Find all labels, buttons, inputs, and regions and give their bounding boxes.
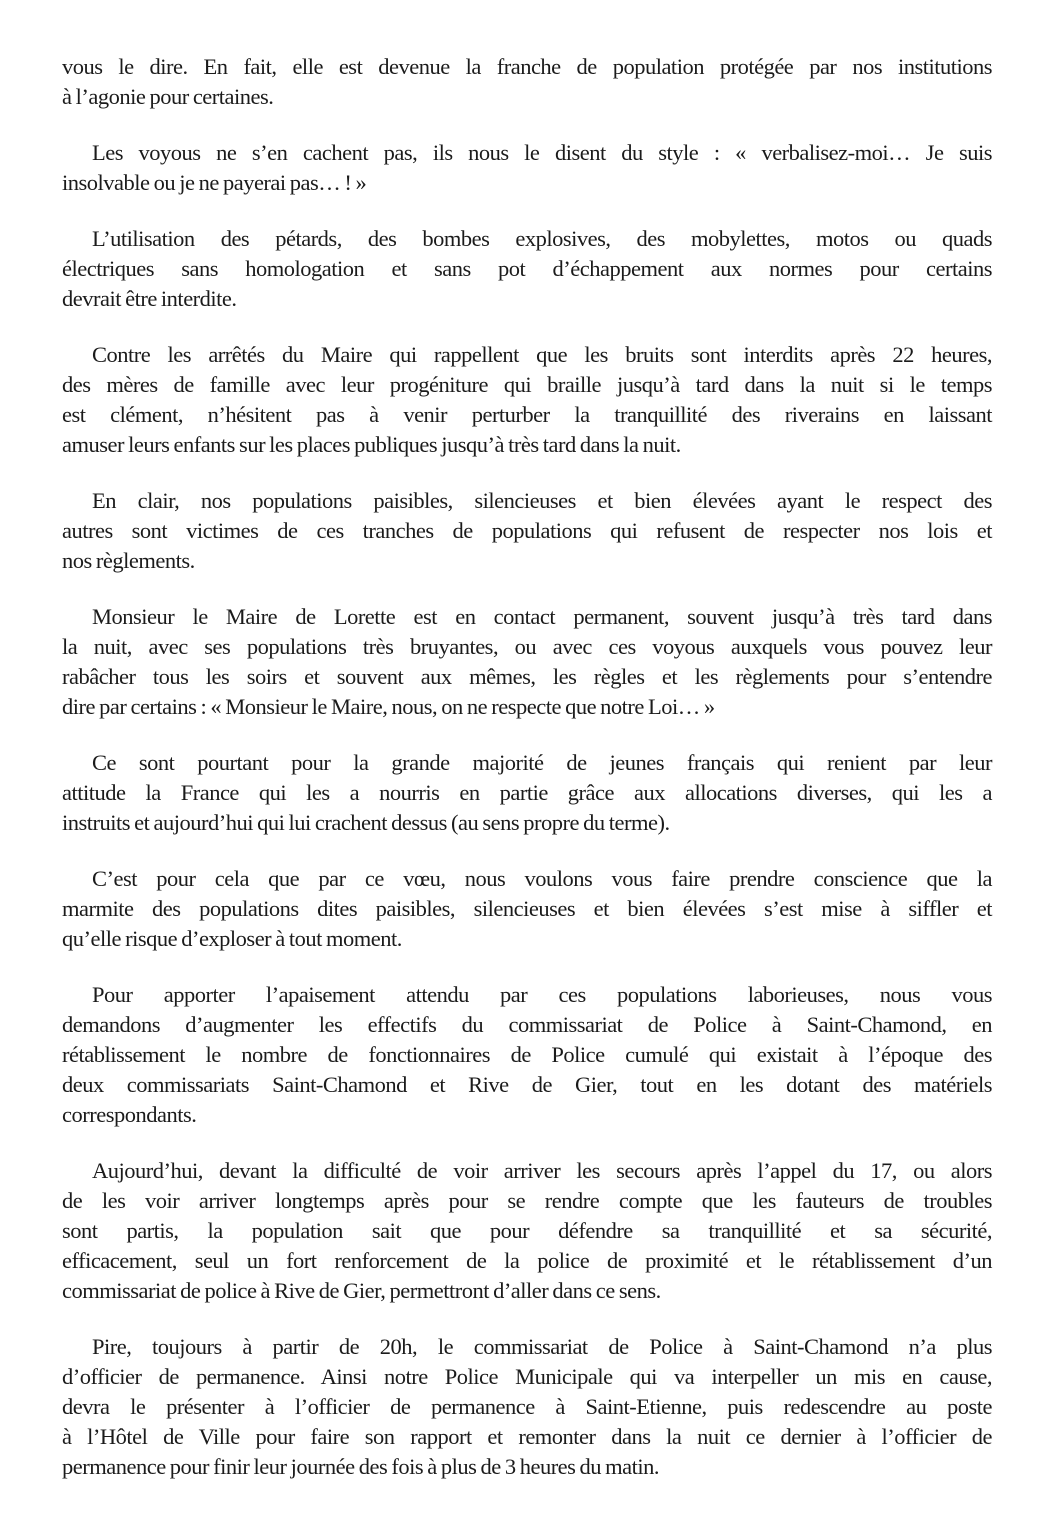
text-line: vous le dire. En fait, elle est devenue la franche de population protégée par nos institutions [62,54,992,79]
text-line: nos règlements. [62,548,195,573]
text-line: des mères de famille avec leur progéniture qui braille jusqu’à tard dans la nuit si le temps [62,372,992,397]
paragraph [62,138,992,198]
text-line: L’utilisation des pétards, des bombes explosives, des mobylettes, motos ou quads [92,226,992,251]
text-line: instruits et aujourd’hui qui lui crachent dessus (au sens propre du terme). [62,810,670,835]
text-line: amuser leurs enfants sur les places publiques jusqu’à très tard dans la nuit. [62,432,681,457]
text-line: permanence pour finir leur journée des fois à plus de 3 heures du matin. [62,1454,660,1479]
text-line: efficacement, seul un fort renforcement de la police de proximité et le rétablissement d’un [62,1248,992,1273]
text-line: devrait être interdite. [62,286,237,311]
paragraph [62,1156,992,1306]
text-line: électriques sans homologation et sans pot d’échappement aux normes pour certains [62,256,992,281]
paragraph [62,486,992,576]
paragraph [62,748,992,838]
text-line: Pour apporter l’apaisement attendu par ces populations laborieuses, nous vous [92,982,992,1007]
text-line: rétablissement le nombre de fonctionnaires de Police cumulé qui existait à l’époque des [62,1042,992,1067]
paragraph [62,224,992,314]
text-line: est clément, n’hésitent pas à venir perturber la tranquillité des riverains en laissant [62,402,992,427]
text-line: commissariat de police à Rive de Gier, permettront d’aller dans ce sens. [62,1278,661,1303]
paragraph [62,1332,992,1482]
text-line: deux commissariats Saint-Chamond et Rive de Gier, tout en les dotant des matériels [62,1072,992,1097]
text-line: devra le présenter à l’officier de permanence à Saint-Etienne, puis redescendre au poste [62,1394,992,1419]
text-line: dire par certains : « Monsieur le Maire, nous, on ne respecte que notre Loi… » [62,694,715,719]
text-line: la nuit, avec ses populations très bruyantes, ou avec ces voyous auxquels vous pouvez leur [62,634,992,659]
paragraph [62,52,992,112]
text-line: autres sont victimes de ces tranches de populations qui refusent de respecter nos lois et [62,518,992,543]
text-line: Ce sont pourtant pour la grande majorité de jeunes français qui renient par leur [92,750,992,775]
text-line: demandons d’augmenter les effectifs du commissariat de Police à Saint-Chamond, en [62,1012,992,1037]
text-line: marmite des populations dites paisibles, silencieuses et bien élevées s’est mise à siffler et [62,896,992,921]
text-line: attitude la France qui les a nourris en partie grâce aux allocations diverses, qui les a [62,780,992,805]
text-line: Monsieur le Maire de Lorette est en contact permanent, souvent jusqu’à très tard dans [92,604,992,629]
text-line: à l’agonie pour certaines. [62,84,274,109]
text-line: de les voir arriver longtemps après pour se rendre compte que les fauteurs de troubles [62,1188,992,1213]
paragraph [62,340,992,460]
text-line: Les voyous ne s’en cachent pas, ils nous le disent du style : « verbalisez-moi… Je suis [92,140,992,165]
text-line: En clair, nos populations paisibles, silencieuses et bien élevées ayant le respect des [92,488,992,513]
text-line: sont partis, la population sait que pour défendre sa tranquillité et sa sécurité, [62,1218,992,1243]
text-line: correspondants. [62,1102,197,1127]
text-line: qu’elle risque d’exploser à tout moment. [62,926,402,951]
paragraph [62,980,992,1130]
text-line: Pire, toujours à partir de 20h, le commissariat de Police à Saint-Chamond n’a plus [92,1334,992,1359]
text-line: d’officier de permanence. Ainsi notre Police Municipale qui va interpeller un mis en cause, [62,1364,992,1389]
document-body [62,52,992,1482]
text-line: Contre les arrêtés du Maire qui rappellent que les bruits sont interdits après 22 heures, [92,342,992,367]
text-line: Aujourd’hui, devant la difficulté de voir arriver les secours après l’appel du 17, ou alors [92,1158,992,1183]
paragraph [62,864,992,954]
text-line: rabâcher tous les soirs et souvent aux mêmes, les règles et les règlements pour s’entendre [62,664,992,689]
text-line: insolvable ou je ne payerai pas… ! » [62,170,367,195]
paragraph [62,602,992,722]
text-line: à l’Hôtel de Ville pour faire son rapport et remonter dans la nuit ce dernier à l’officier de [62,1424,992,1449]
text-line: C’est pour cela que par ce vœu, nous voulons vous faire prendre conscience que la [92,866,992,891]
